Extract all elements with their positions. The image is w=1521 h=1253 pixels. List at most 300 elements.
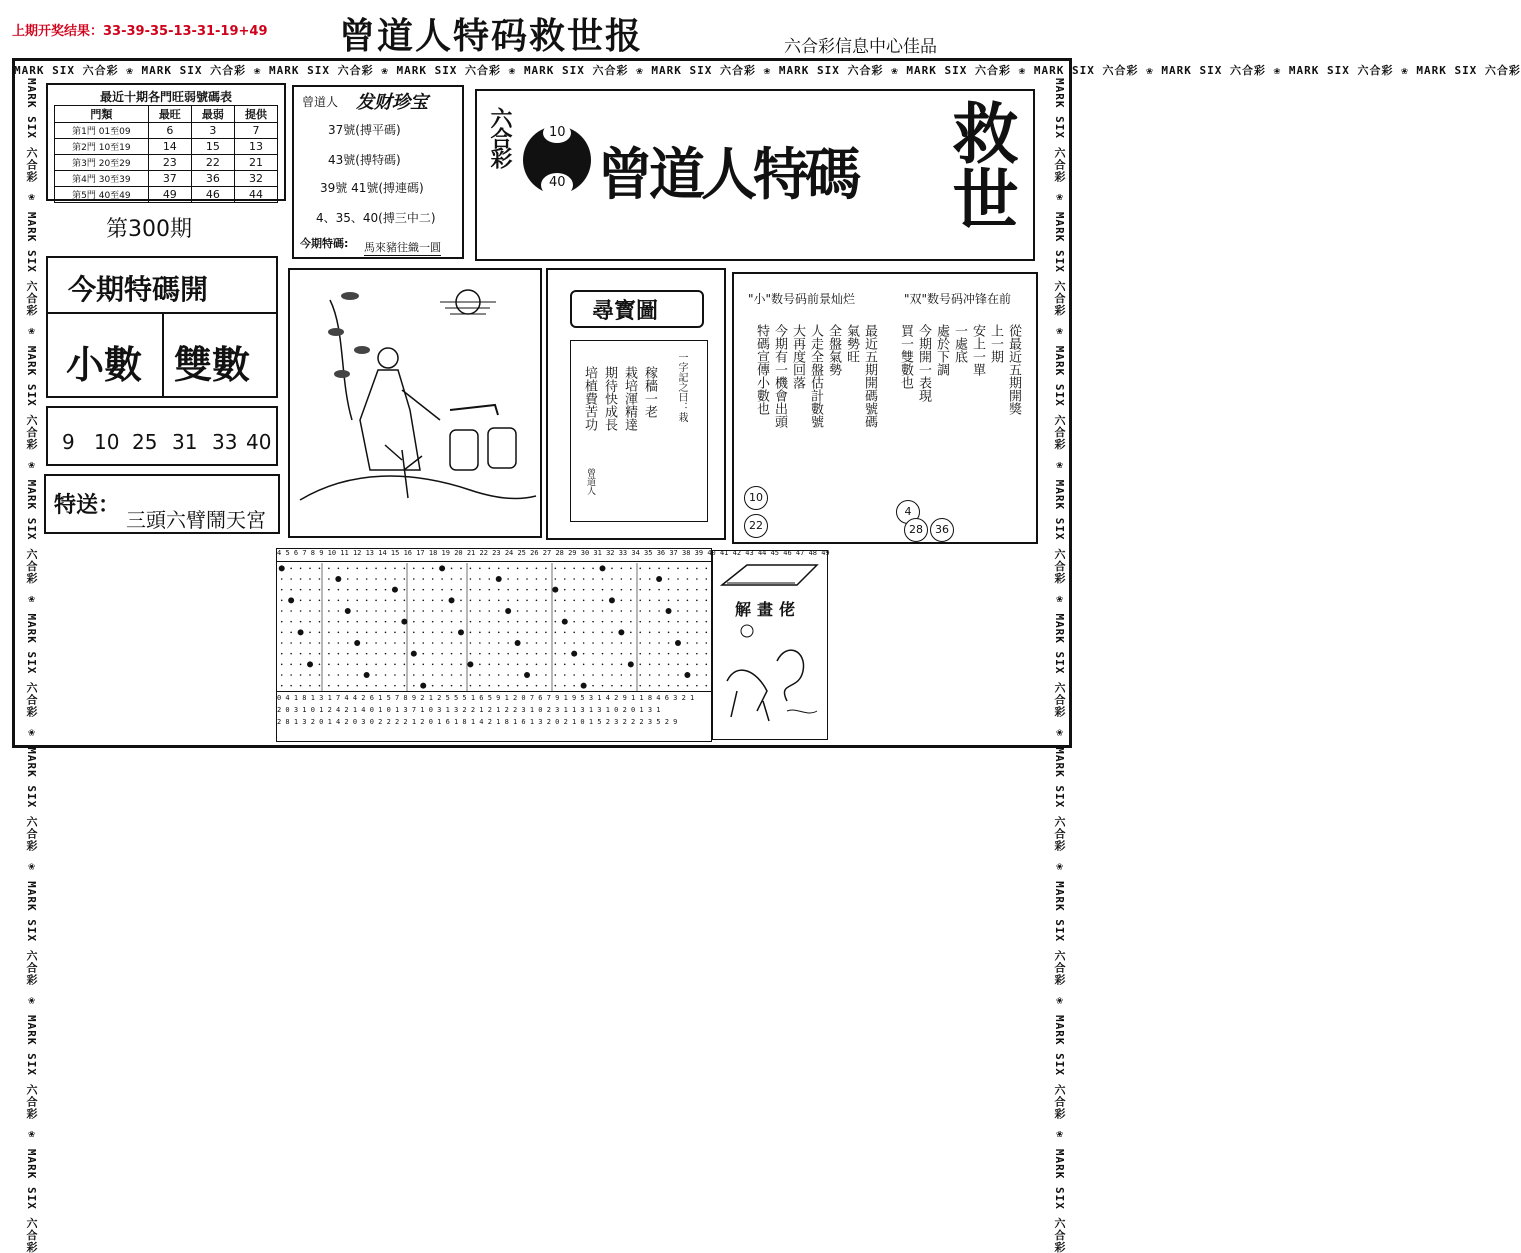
grid-dot — [347, 685, 349, 687]
grid-dot — [338, 685, 340, 687]
grid-dot — [592, 664, 594, 666]
grid-dot — [498, 600, 500, 602]
grid-dot — [536, 632, 538, 634]
grid-dot — [385, 674, 387, 676]
grid-dot — [677, 674, 679, 676]
grid-dot — [602, 674, 604, 676]
grid-mark — [552, 587, 558, 593]
grid-dot — [479, 632, 481, 634]
grid-dot — [460, 610, 462, 612]
grid-dot — [705, 642, 707, 644]
grid-dot — [564, 653, 566, 655]
grid-dot — [441, 610, 443, 612]
grid-dot — [338, 589, 340, 591]
grid-dot — [677, 568, 679, 570]
grid-dot — [319, 664, 321, 666]
grid-dot — [281, 589, 283, 591]
grid-dot — [517, 632, 519, 634]
table-row: 第3門 20至29 23 22 21 — [55, 155, 278, 171]
grid-dot — [300, 621, 302, 623]
grid-dot — [564, 685, 566, 687]
grid-dot — [536, 600, 538, 602]
grid-dot — [385, 578, 387, 580]
grid-dot — [658, 589, 660, 591]
grid-dot — [281, 610, 283, 612]
grid-dot — [639, 664, 641, 666]
grid-mark — [562, 619, 568, 625]
treasure-title-left: 曾道人 — [302, 95, 339, 109]
grid-dot — [621, 664, 623, 666]
grid-dot — [602, 632, 604, 634]
grid-dot — [573, 642, 575, 644]
grid-dot — [611, 589, 613, 591]
grid-dot — [404, 685, 406, 687]
grid-dot — [479, 578, 481, 580]
grid-dot — [422, 653, 424, 655]
grid-dot — [488, 589, 490, 591]
grid-dot — [498, 621, 500, 623]
grid-dot — [404, 664, 406, 666]
grid-dot — [338, 642, 340, 644]
grid-dot — [328, 610, 330, 612]
grid-dot — [677, 610, 679, 612]
grid-dot — [536, 674, 538, 676]
grid-dot — [526, 589, 528, 591]
grid-dot — [555, 578, 557, 580]
grid-dot — [470, 632, 472, 634]
stats-table — [54, 105, 278, 203]
article-col: 處於下調 — [934, 324, 949, 376]
grid-dot — [602, 685, 604, 687]
grid-dot — [470, 653, 472, 655]
grid-dot — [602, 621, 604, 623]
grid-dot — [526, 610, 528, 612]
grid-dot — [630, 589, 632, 591]
grid-dot — [290, 568, 292, 570]
grid-dot — [649, 685, 651, 687]
grid-dot — [564, 589, 566, 591]
grid-dot — [394, 674, 396, 676]
grid-mark — [600, 565, 606, 571]
grid-dot — [526, 664, 528, 666]
grid-dot — [592, 642, 594, 644]
grid-dot — [517, 600, 519, 602]
grid-dot — [621, 642, 623, 644]
grid-dot — [300, 578, 302, 580]
grid-dot — [639, 642, 641, 644]
grid-dot — [366, 621, 368, 623]
grid-dot — [564, 578, 566, 580]
stats-header: 門類 — [55, 106, 149, 123]
grid-dot — [705, 632, 707, 634]
grid-dot — [394, 621, 396, 623]
grid-dot — [498, 664, 500, 666]
grid-dot — [677, 600, 679, 602]
grid-dot — [658, 685, 660, 687]
grid-dot — [545, 610, 547, 612]
grid-dot — [696, 621, 698, 623]
table-row: 第5門 40至49 49 46 44 — [55, 187, 278, 203]
grid-dot — [611, 568, 613, 570]
grid-dot — [555, 685, 557, 687]
grid-dot — [611, 610, 613, 612]
grid-mark — [279, 565, 285, 571]
grid-mark — [345, 608, 351, 614]
grid-dot — [422, 568, 424, 570]
grid-mark — [656, 576, 662, 582]
grid-dot — [639, 610, 641, 612]
grid-dot — [375, 664, 377, 666]
grid-dot — [347, 653, 349, 655]
grid-dot — [564, 610, 566, 612]
grid-dot — [498, 642, 500, 644]
grid-dot — [356, 600, 358, 602]
grid-dot — [687, 664, 689, 666]
article-circle-number: 10 — [744, 486, 768, 510]
grid-dot — [385, 664, 387, 666]
grid-dot — [441, 642, 443, 644]
grid-dot — [668, 568, 670, 570]
grid-dot — [460, 621, 462, 623]
grid-dot — [422, 664, 424, 666]
grid-dot — [281, 621, 283, 623]
grid-dot — [300, 642, 302, 644]
grid-dot — [536, 610, 538, 612]
grid-dot — [356, 610, 358, 612]
grid-dot — [470, 578, 472, 580]
grid-dot — [611, 578, 613, 580]
grid-mark — [684, 672, 690, 678]
last-result-label: 上期开奖结果：33-39-35-13-31-19+49 — [12, 24, 268, 39]
logo-big-text: 救世 — [941, 99, 1019, 231]
grid-dot — [441, 685, 443, 687]
grid-mark — [618, 629, 624, 635]
page-title: 曾道人特码救世报 — [339, 15, 644, 57]
grid-dot — [394, 632, 396, 634]
grid-dot — [658, 632, 660, 634]
grid-dot — [290, 632, 292, 634]
grid-dot — [545, 685, 547, 687]
grid-dot — [338, 674, 340, 676]
special-code-text: 馬來豬往織一圓 — [364, 241, 441, 254]
grid-dot — [621, 589, 623, 591]
grid-dot — [300, 610, 302, 612]
grid-dot — [583, 600, 585, 602]
puzzle-panel — [712, 550, 828, 740]
grid-dot — [611, 664, 613, 666]
grid-dot — [309, 642, 311, 644]
grid-dot — [526, 568, 528, 570]
grid-dot — [366, 632, 368, 634]
article-circle-number: 4 — [896, 500, 920, 524]
grid-dot — [470, 589, 472, 591]
grid-dot — [422, 632, 424, 634]
grid-dot — [451, 578, 453, 580]
grid-dot — [649, 674, 651, 676]
grid-dot — [687, 600, 689, 602]
grid-dot — [639, 653, 641, 655]
grid-dot — [517, 621, 519, 623]
grid-dot — [649, 653, 651, 655]
grid-dot — [555, 674, 557, 676]
grid-dot — [309, 610, 311, 612]
grid-dot — [375, 653, 377, 655]
grid-dot — [413, 685, 415, 687]
grid-mark — [288, 597, 294, 603]
header-banner — [4, 15, 1076, 57]
grid-dot — [309, 578, 311, 580]
grid-dot — [347, 589, 349, 591]
grid-dot — [696, 642, 698, 644]
grid-dot — [668, 674, 670, 676]
grid-dot — [592, 632, 594, 634]
grid-dot — [488, 664, 490, 666]
grid-dot — [413, 610, 415, 612]
article-heading-left: "小"数号码前景灿烂 — [748, 292, 856, 306]
grid-dot — [347, 664, 349, 666]
dot-grid — [277, 563, 711, 691]
grid-dot — [432, 632, 434, 634]
grid-dot — [639, 674, 641, 676]
grid-dot — [366, 653, 368, 655]
grid-dot — [592, 610, 594, 612]
grid-mark — [515, 640, 521, 646]
grid-dot — [385, 642, 387, 644]
grid-dot — [441, 674, 443, 676]
grid-dot — [507, 568, 509, 570]
grid-dot — [432, 664, 434, 666]
grid-dot — [460, 600, 462, 602]
grid-dot — [413, 632, 415, 634]
grid-dot — [470, 621, 472, 623]
grid-dot — [319, 610, 321, 612]
grid-dot — [668, 621, 670, 623]
grid-dot — [526, 600, 528, 602]
grid-dot — [488, 653, 490, 655]
grid-dot — [517, 685, 519, 687]
grid-dot — [470, 568, 472, 570]
grid-dot — [639, 685, 641, 687]
grid-dot — [479, 589, 481, 591]
grid-dot — [630, 600, 632, 602]
grid-dot — [602, 578, 604, 580]
grid-dot — [479, 653, 481, 655]
grid-dot — [564, 664, 566, 666]
grid-dot — [432, 642, 434, 644]
grid-dot — [696, 578, 698, 580]
logo-ball-top: 10 — [549, 125, 566, 140]
grid-dot — [281, 578, 283, 580]
grid-dot — [602, 653, 604, 655]
grid-dot — [366, 685, 368, 687]
grid-dot — [422, 600, 424, 602]
grid-dot — [573, 589, 575, 591]
grid-mark — [354, 640, 360, 646]
grid-mark — [496, 576, 502, 582]
grid-dot — [687, 610, 689, 612]
grid-dot — [366, 664, 368, 666]
article-circle-number: 36 — [930, 518, 954, 542]
grid-dot — [356, 632, 358, 634]
grid-dot — [347, 642, 349, 644]
grid-dot — [555, 632, 557, 634]
grid-dot — [319, 653, 321, 655]
publisher-label: 六合彩信息中心佳品 — [784, 37, 937, 57]
stats-title: 最近十期各門旺弱號碼表 — [99, 90, 232, 104]
grid-dot — [300, 685, 302, 687]
grid-dot — [658, 600, 660, 602]
grid-dot — [517, 568, 519, 570]
grid-dot — [687, 589, 689, 591]
grid-dot — [658, 568, 660, 570]
grid-dot — [621, 621, 623, 623]
grid-mark — [666, 608, 672, 614]
stats-header: 最弱 — [191, 106, 234, 123]
grid-dot — [507, 664, 509, 666]
scroll-title: 尋寳圖 — [592, 298, 659, 324]
grid-dot — [592, 685, 594, 687]
grid-dot — [404, 578, 406, 580]
grid-dot — [422, 578, 424, 580]
grid-dot — [366, 578, 368, 580]
grid-dot — [432, 568, 434, 570]
grid-dot — [290, 642, 292, 644]
grid-dot — [347, 621, 349, 623]
puzzle-title: 解畫佬 — [735, 600, 802, 619]
grid-dot — [602, 642, 604, 644]
grid-dot — [451, 632, 453, 634]
grid-dot — [555, 621, 557, 623]
scroll-poem-col: 期待快成長 — [602, 366, 617, 431]
grid-dot — [705, 600, 707, 602]
grid-dot — [413, 568, 415, 570]
grid-mark — [401, 619, 407, 625]
grid-dot — [488, 568, 490, 570]
grid-mark — [675, 640, 681, 646]
grid-dot — [309, 621, 311, 623]
grid-dot — [507, 632, 509, 634]
grid-dot — [611, 685, 613, 687]
grid-dot — [404, 610, 406, 612]
grid-dot — [649, 578, 651, 580]
grid-dot — [583, 653, 585, 655]
grid-dot — [564, 632, 566, 634]
grid-dot — [668, 642, 670, 644]
grid-dot — [583, 589, 585, 591]
logo-panel — [475, 89, 1035, 261]
grid-dot — [404, 589, 406, 591]
grid-dot — [611, 642, 613, 644]
grid-dot — [460, 685, 462, 687]
grid-dot — [498, 610, 500, 612]
grid-mark — [571, 651, 577, 657]
grid-dot — [347, 578, 349, 580]
grid-dot — [545, 568, 547, 570]
article-circle-number: 22 — [744, 514, 768, 538]
grid-dot — [319, 632, 321, 634]
grid-dot — [545, 600, 547, 602]
grid-dot — [385, 589, 387, 591]
grid-dot — [422, 642, 424, 644]
grid-dot — [536, 664, 538, 666]
article-col: 今期有一機會出頭 — [772, 324, 787, 428]
grid-dot — [300, 674, 302, 676]
grid-dot — [536, 653, 538, 655]
grid-dot — [611, 632, 613, 634]
grid-dot — [668, 578, 670, 580]
grid-dot — [394, 578, 396, 580]
grid-dot — [498, 685, 500, 687]
grid-dot — [555, 600, 557, 602]
grid-dot — [536, 621, 538, 623]
grid-dot — [328, 653, 330, 655]
grid-dot — [630, 632, 632, 634]
grid-dot — [356, 621, 358, 623]
grid-dot — [621, 568, 623, 570]
grid-dot — [611, 674, 613, 676]
grid-dot — [441, 632, 443, 634]
grid-dot — [338, 600, 340, 602]
grid-dot — [507, 621, 509, 623]
grid-dot — [375, 568, 377, 570]
grid-dot — [290, 674, 292, 676]
grid-mark — [524, 672, 530, 678]
grid-dot — [507, 642, 509, 644]
grid-dot — [545, 632, 547, 634]
grid-dot — [639, 600, 641, 602]
grid-dot — [404, 674, 406, 676]
grid-dot — [705, 674, 707, 676]
treasure-panel — [292, 85, 464, 259]
grid-dot — [375, 610, 377, 612]
grid-dot — [507, 653, 509, 655]
grid-dot — [328, 621, 330, 623]
grid-dot — [319, 578, 321, 580]
grid-dot — [281, 674, 283, 676]
grid-dot — [536, 685, 538, 687]
grid-dot — [687, 653, 689, 655]
grid-mark — [298, 629, 304, 635]
grid-dot — [309, 653, 311, 655]
article-circle-number: 28 — [904, 518, 928, 542]
grid-dot — [451, 568, 453, 570]
grid-dot — [338, 664, 340, 666]
grid-dot — [658, 642, 660, 644]
grid-dot — [687, 621, 689, 623]
grid-dot — [413, 621, 415, 623]
grid-dot — [366, 568, 368, 570]
grid-dot — [375, 685, 377, 687]
grid-dot — [460, 653, 462, 655]
grid-dot — [488, 685, 490, 687]
grid-dot — [338, 568, 340, 570]
grid-dot — [630, 653, 632, 655]
grid-dot — [517, 589, 519, 591]
puzzle-illustration — [717, 621, 825, 733]
grid-dot — [451, 642, 453, 644]
grid-dot — [394, 685, 396, 687]
grid-dot — [290, 610, 292, 612]
grid-dot — [545, 653, 547, 655]
grid-dot — [338, 632, 340, 634]
grid-dot — [630, 685, 632, 687]
grid-dot — [668, 653, 670, 655]
grid-dot — [451, 610, 453, 612]
article-col: 人走全盤估計數號 — [808, 324, 823, 428]
grid-dot — [432, 578, 434, 580]
grid-dot — [290, 664, 292, 666]
grid-dot — [375, 642, 377, 644]
